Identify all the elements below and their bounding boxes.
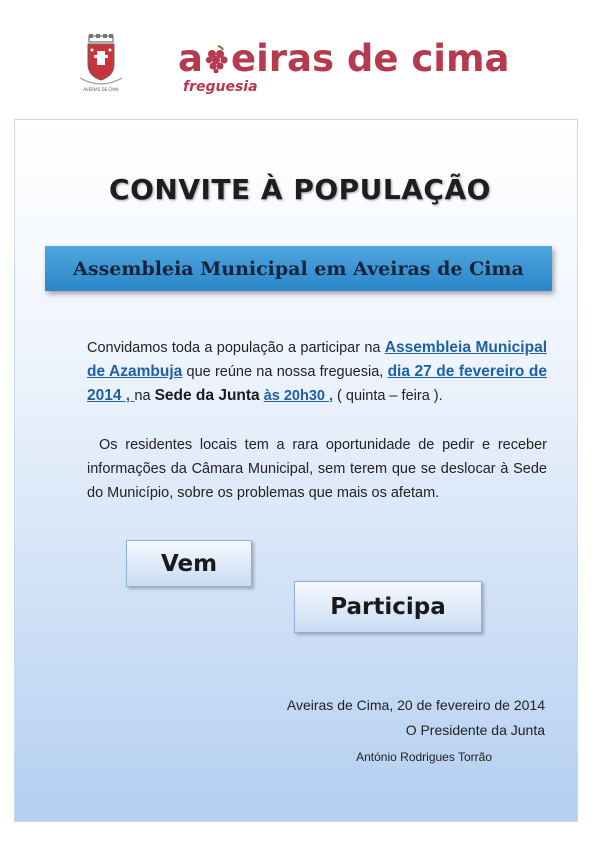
p1-text-1: Convidamos toda a população a participar na: [87, 340, 385, 356]
banner-text: Assembleia Municipal em Aveiras de Cima: [73, 257, 524, 280]
signature-place-date: Aveiras de Cima, 20 de fevereiro de 2014: [286, 697, 545, 713]
brand-subtitle: freguesia: [183, 79, 258, 95]
p1-text-5: ( quinta – feira ).: [333, 388, 443, 404]
crest-caption: AVEIRAS DE CIMA: [83, 87, 119, 92]
info-paragraph: [87, 433, 547, 505]
date-highlight: dia 27 de fevereiro de 2014 ,: [87, 363, 548, 404]
venue-text: Sede da Junta: [154, 387, 260, 404]
brand-prefix: a: [178, 37, 203, 80]
page-title: CONVITE À POPULAÇÃO: [109, 173, 491, 206]
invitation-paragraph: [87, 336, 547, 408]
time-highlight: às 20h30 ,: [263, 388, 334, 404]
signature-name: António Rodrigues Torrão: [356, 750, 492, 764]
assembly-link[interactable]: Assembleia Municipal de Azambuja: [87, 339, 547, 380]
grape-icon: [204, 42, 230, 68]
coat-of-arms-icon: [76, 34, 126, 96]
vem-button: Vem: [126, 540, 252, 587]
crest-logo: [76, 34, 126, 96]
p1-text-3: na: [134, 388, 155, 404]
brand-logo: [178, 37, 510, 80]
signature-role: O Presidente da Junta: [405, 722, 545, 738]
p1-text-2: que reúne na nossa freguesia,: [182, 364, 388, 380]
banner: [45, 246, 552, 291]
participa-button: Participa: [294, 581, 482, 633]
brand-suffix: eiras de cima: [230, 37, 510, 80]
p2-text: Os residentes locais tem a rara oportunidade de pedir e receber informações da Câmara Municipal, sem terem que se deslocar à Sede do Município, sobre os problemas que mais os afetam.: [87, 437, 547, 501]
